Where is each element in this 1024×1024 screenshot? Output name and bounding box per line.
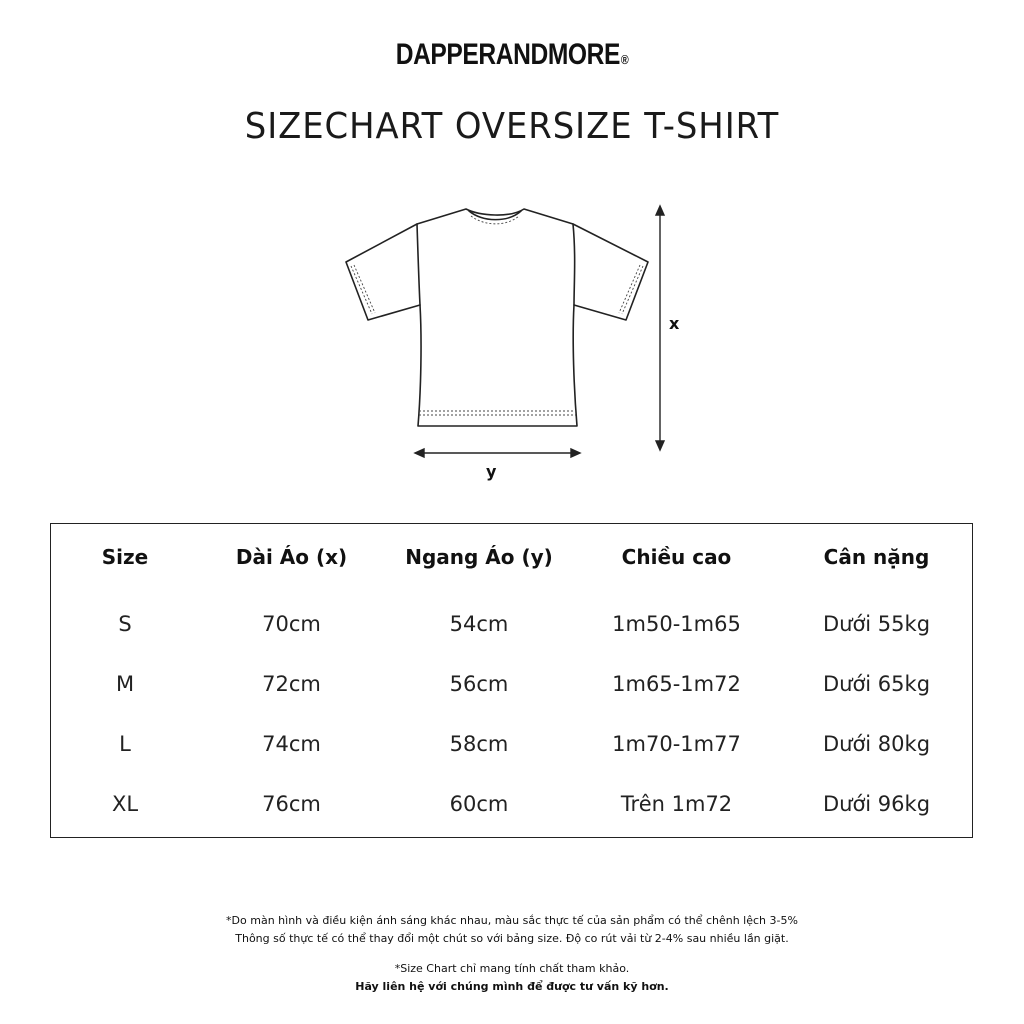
footnotes [0, 912, 1024, 996]
width-label: y [486, 462, 497, 481]
table-row [51, 714, 974, 774]
size-table [50, 523, 973, 838]
height-arrow [656, 206, 664, 450]
table-row [51, 774, 974, 834]
cell-width: 60cm [449, 792, 509, 816]
tshirt-diagram [330, 200, 710, 490]
cell-length: 74cm [262, 732, 321, 756]
cell-weight: Dưới 65kg [822, 672, 931, 696]
cell-size: M [115, 672, 135, 696]
stitch-lines [351, 216, 643, 415]
cell-length: 70cm [262, 612, 321, 636]
note-shrinkage: Thông số thực tế có thể thay đổi một chút so với bảng size. Độ co rút vải từ 2-4% sau nhiều lần giặt. [235, 932, 789, 945]
brand-logo [92, 38, 932, 72]
cell-height: Trên 1m72 [620, 792, 733, 816]
cell-width: 54cm [449, 612, 509, 636]
cell-weight: Dưới 55kg [822, 612, 931, 636]
header-height: Chiều cao [621, 545, 732, 569]
tshirt-illustration [330, 200, 710, 490]
height-label: x [669, 314, 680, 333]
cell-weight: Dưới 80kg [822, 732, 931, 756]
brand-name: DAPPERANDMORE [395, 38, 621, 71]
cell-weight: Dưới 96kg [822, 792, 931, 816]
cell-length: 76cm [262, 792, 321, 816]
tshirt-outline [346, 209, 648, 426]
header-length: Dài Áo (x) [235, 545, 348, 569]
cell-size: L [119, 732, 131, 756]
cell-length: 72cm [262, 672, 321, 696]
width-arrow [415, 449, 580, 457]
cell-size: S [118, 612, 132, 636]
table-row [51, 590, 974, 654]
header-weight: Cân nặng [823, 545, 930, 569]
cell-width: 58cm [449, 732, 509, 756]
cell-height: 1m50-1m65 [612, 612, 741, 636]
note-color-disclaimer: *Do màn hình và điều kiện ánh sáng khác nhau, màu sắc thực tế của sản phẩm có thể chênh lệch 3-5% [226, 914, 798, 927]
cell-width: 56cm [449, 672, 509, 696]
page-title: SIZECHART OVERSIZE T-SHIRT [244, 106, 780, 147]
table-row [51, 654, 974, 714]
header-size: Size [101, 545, 149, 569]
cell-height: 1m70-1m77 [612, 732, 741, 756]
note-reference-only: *Size Chart chỉ mang tính chất tham khảo. [394, 962, 630, 975]
cell-height: 1m65-1m72 [612, 672, 741, 696]
header-width: Ngang Áo (y) [405, 545, 553, 569]
cell-size: XL [111, 792, 139, 816]
table-header-row [51, 524, 974, 590]
registered-mark: ® [620, 52, 629, 67]
note-contact: Hãy liên hệ với chúng mình để được tư vấn kỹ hơn. [355, 980, 669, 993]
